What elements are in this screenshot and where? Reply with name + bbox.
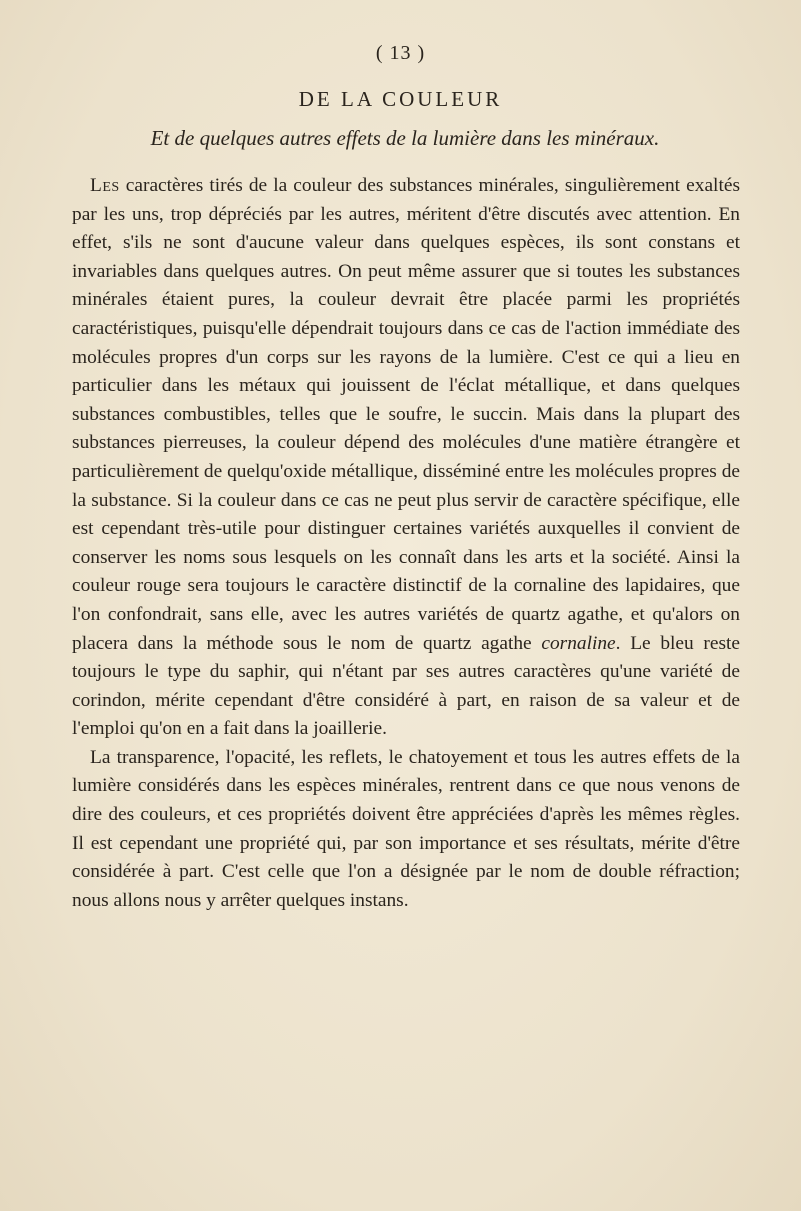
body-text [72,172,740,915]
section-subtitle: Et de quelques autres effets de la lumière dans les minéraux. [150,126,660,150]
paragraph-1-tail: . Le bleu reste toujours le type du saphir, qui n'étant par ses autres caractères qu'une variété de corindon, mérite cependant d'être considéré à part, en raison de sa valeur et de l'emploi qu'on en a fait dans la joaillerie. [72,632,740,740]
paragraph-1-lead: Les [90,175,120,196]
paragraph-1 [72,172,740,744]
paragraph-1-italic: cornaline [541,632,616,654]
paragraph-2: La transparence, l'opacité, les reflets, le chatoyement et tous les autres effets de la lumière considérés dans les espèces minérales, rentrent dans ce que nous venons de dire des couleurs, et ces propriétés doivent être appréciées d'après les mêmes règles. Il est cependant une propriété qui, par son importance et ses résultats, mérite d'être considérée à part. C'est celle que l'on a désignée par le nom de double réfraction; nous allons nous y arrêter quelques instans. [72,746,740,911]
page-number: ( 13 ) [375,42,426,64]
paragraph-1-text: caractères tirés de la couleur des substances minérales, singulièrement exaltés par les uns, trop dépréciés par les autres, méritent d'être discutés avec attention. En effet, s'ils ne sont d'aucune valeur dans quelques espèces, ils sont constans et invariables dans quelques autres. On peut même assurer que si toutes les substances minérales étaient pures, la couleur devrait être placée parmi les propriétés caractéristiques, puisqu'elle dépendrait toujours dans ce cas de l'action immédiate des molécules propres d'un corps sur les rayons de la lumière. C'est ce qui a lieu en particulier dans les métaux qui jouissent de l'éclat métallique, et dans quelques substances combustibles, telles que le soufre, le succin. Mais dans la plupart des substances pierreuses, la couleur dépend des molécules d'une matière étrangère et particulièrement de quelqu'oxide métallique, disséminé entre les molécules propres de la substance. Si la couleur dans ce cas ne peut plus servir de caractère spécifique, elle est cependant très-utile pour distinguer certaines variétés auxquelles il convient de conserver les noms sous lesquels on les connaît dans les arts et la société. Ainsi la couleur rouge sera toujours le caractère distinctif de la cornaline des lapidaires, que l'on confondrait, sans elle, avec les autres variétés de quartz agathe, et qu'alors on placera dans la méthode sous le nom de quartz agathe [72,175,740,654]
section-title: DE LA COULEUR [298,87,503,111]
